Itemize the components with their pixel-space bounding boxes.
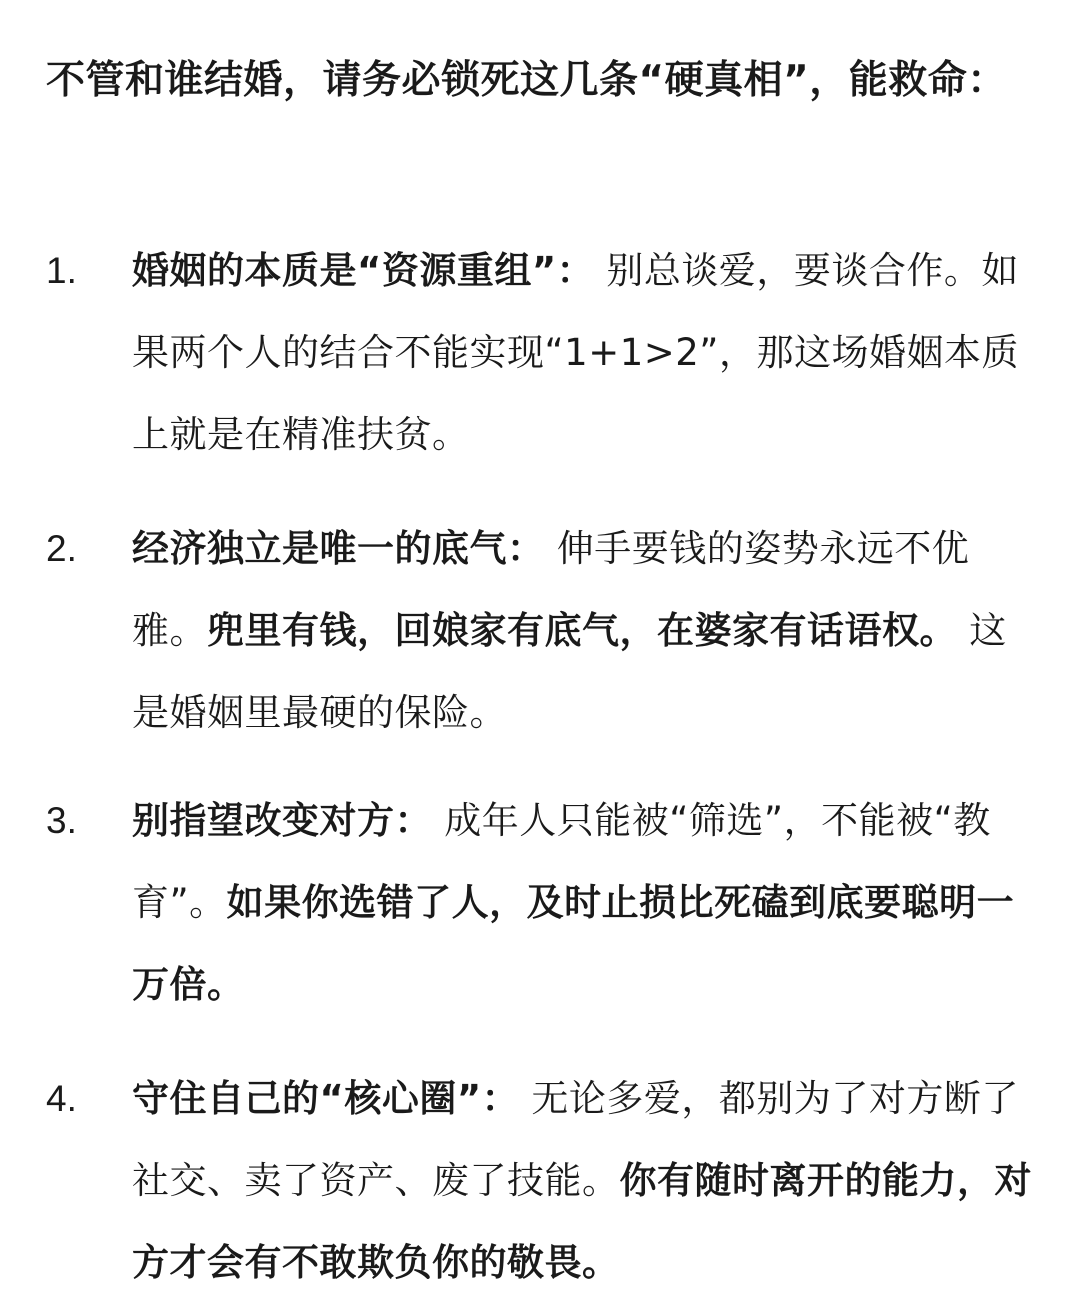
- list-item-body: [132, 780, 1037, 1026]
- list-item-title: 守住自己的“核心圈”：: [132, 1077, 520, 1120]
- list-item-title: 别指望改变对方：: [132, 799, 432, 842]
- list-item-emphasis: 如果你选错了人，及时止损比死磕到底要聪明一万倍。: [132, 881, 1015, 1006]
- list-item-number: 3.: [46, 800, 77, 841]
- list-item-emphasis: 兜里有钱，回娘家有底气，在婆家有话语权。: [207, 609, 957, 652]
- list-item-number: 2.: [46, 528, 77, 569]
- list-item-text: 伸手要钱的姿势永远不优雅。: [132, 527, 970, 652]
- list-item-title: 经济独立是唯一的底气：: [132, 527, 545, 570]
- list-item-text: 无论多爱，都别为了对方断了社交、卖了资产、废了技能。: [132, 1077, 1019, 1202]
- list-item-emphasis: 你有随时离开的能力，对方才会有不敢欺负你的敬畏。: [132, 1159, 1032, 1284]
- list-item-body: [132, 1058, 1037, 1304]
- article-heading: 不管和谁结婚，请务必锁死这几条“硬真相”，能救命：: [46, 58, 1007, 103]
- list-item-text: 成年人只能被“筛选”，不能被“教育”。: [132, 799, 991, 924]
- list-item-title: 婚姻的本质是“资源重组”：: [132, 249, 595, 292]
- list-item-text: 别总谈爱，要谈合作。如果两个人的结合不能实现“1+1>2”，那这场婚姻本质上就是在精准扶贫。: [132, 249, 1019, 456]
- list-item-number: 1.: [46, 250, 77, 291]
- list-item-body: [132, 230, 1037, 476]
- list-item-text-tail: 这是婚姻里最硬的保险。: [132, 609, 1007, 734]
- list-item-body: [132, 508, 1037, 754]
- list-item-number: 4.: [46, 1078, 77, 1119]
